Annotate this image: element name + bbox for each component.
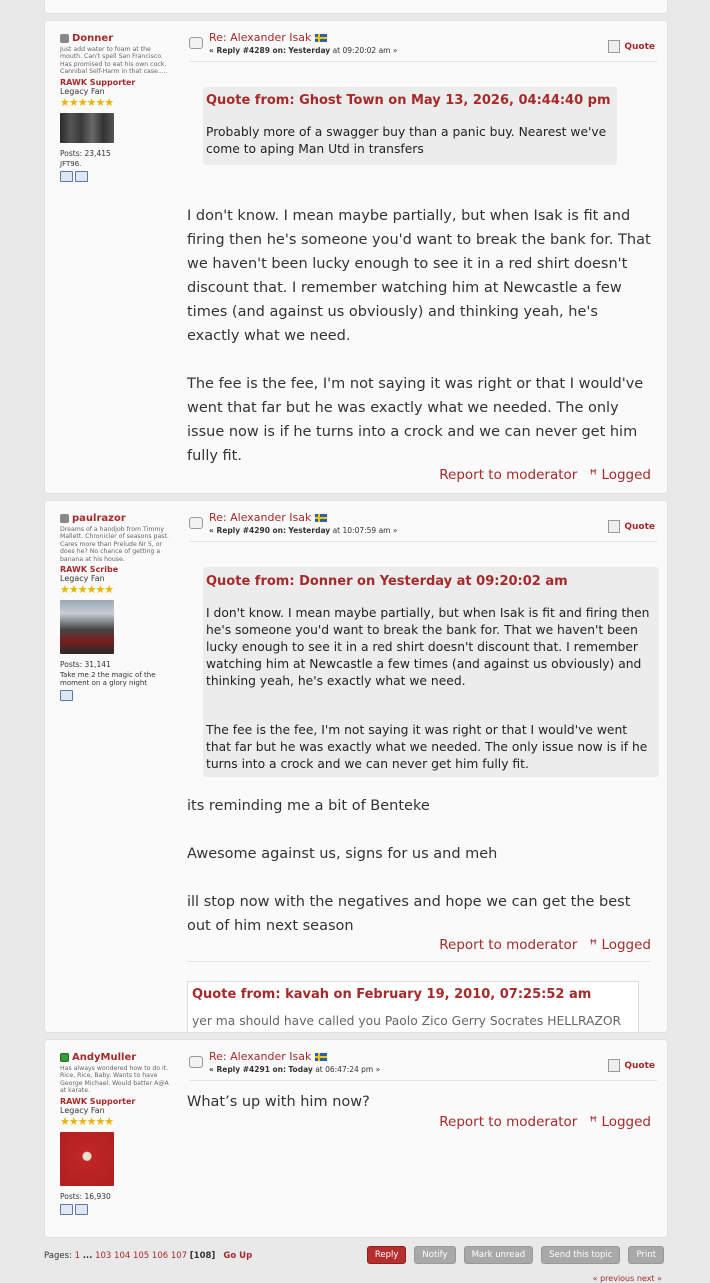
author-panel — [60, 1052, 172, 1215]
post-header — [189, 31, 657, 62]
post-paragraph: ill stop now with the negatives and hope we can get the best out of him next season — [187, 894, 631, 934]
page-link[interactable]: 106 — [151, 1251, 169, 1261]
profile-icon[interactable] — [60, 1204, 73, 1215]
author-name[interactable]: AndyMuller — [72, 1052, 137, 1063]
quote-icon — [608, 520, 620, 533]
page-link[interactable]: 103 — [95, 1251, 112, 1261]
reply-time: at 09:20:02 am » — [332, 46, 398, 55]
author-panel — [60, 513, 172, 701]
offline-status-icon — [60, 34, 69, 43]
quote-header[interactable]: Quote from: Donner on Yesterday at 09:20:02 am — [206, 574, 568, 589]
author-panel — [60, 33, 172, 182]
post-icon — [189, 37, 203, 49]
rank-stars-icon: ★★★★★★ — [60, 95, 114, 109]
post-footer — [439, 937, 651, 953]
post-4290 — [44, 500, 668, 1033]
post-footer — [439, 467, 651, 483]
quote-text: Probably more of a swagger buy than a panic buy. Nearest we've come to aping Man Utd in transfers — [206, 125, 607, 156]
quote-button[interactable]: Quote — [608, 1059, 655, 1072]
post-icon — [189, 1056, 203, 1068]
report-to-moderator-link[interactable]: Report to moderator — [439, 937, 578, 953]
reply-time: at 06:47:24 pm » — [315, 1065, 381, 1074]
page-link[interactable]: 105 — [132, 1251, 150, 1261]
quote-button[interactable]: Quote — [608, 520, 655, 533]
author-blurb: Has always wondered how to do it. Rice, Rice, Baby. Wants to have George Michael. Would batter A@A at karate. — [60, 1065, 169, 1095]
author-blurb: Dreams of a handjob from Timmy Mallett. Chronicler of seasons past. Cares more than Prelude Nr 5, or does he? No chance of getting a banana at his house. — [60, 526, 169, 563]
author-blurb: Just add water to foam at the mouth. Can't spell San Francisco. Has promised to eat his own cock. Cannibal Self-Harm in that case..... — [60, 46, 168, 76]
post-subject[interactable]: Re: Alexander Isak — [209, 1050, 312, 1063]
pagination: Pages: 1 ... 103 104 105 106 107 [108] Go Up — [44, 1251, 253, 1261]
logged-icon: ꟸ — [589, 467, 598, 483]
reply-time: at 10:07:59 am » — [332, 526, 398, 535]
quote-icon — [608, 40, 620, 53]
online-status-icon — [60, 1053, 69, 1062]
print-button[interactable]: Print — [628, 1246, 664, 1264]
email-icon[interactable] — [75, 171, 88, 182]
logged-label: Logged — [601, 937, 651, 953]
avatar[interactable] — [60, 1132, 114, 1186]
author-signature: JFT96. — [60, 159, 82, 168]
reply-day: Yesterday — [288, 46, 331, 55]
post-paragraph: What’s up with him now? — [187, 1094, 370, 1110]
post-footer — [439, 1114, 651, 1130]
report-to-moderator-link[interactable]: Report to moderator — [439, 467, 578, 483]
post-4289 — [44, 20, 668, 494]
post-header — [189, 511, 657, 542]
post-header — [189, 1050, 657, 1081]
quote-button[interactable]: Quote — [608, 40, 655, 53]
signature-quote-header[interactable]: Quote from: kavah on February 19, 2010, 07:25:52 am — [192, 987, 592, 1002]
post-count: Posts: 16,930 — [60, 1191, 111, 1201]
author-name[interactable]: paulrazor — [72, 513, 126, 524]
author-name[interactable]: Donner — [72, 33, 114, 44]
post-subject[interactable]: Re: Alexander Isak — [209, 511, 312, 524]
post-4291 — [44, 1039, 668, 1238]
signature-quote — [187, 981, 639, 1033]
reply-button[interactable]: Reply — [367, 1246, 407, 1264]
current-page: [108] — [189, 1251, 216, 1261]
post-subject[interactable]: Re: Alexander Isak — [209, 31, 312, 44]
sweden-flag-icon — [315, 1053, 327, 1061]
rank-stars-icon: ★★★★★★ — [60, 1114, 114, 1128]
logged-icon: ꟸ — [589, 937, 598, 953]
quote-icon — [608, 1059, 620, 1072]
previous-next-links[interactable]: « previous next » — [592, 1274, 662, 1283]
post-paragraph: I don't know. I mean maybe partially, but when Isak is fit and firing then he's someone you'd want to break the bank for. That we haven't been lucky enough to see it in a red shirt doesn't discount that. I remember watching him at Newcastle a few times (and against us obviously) and thinking yeah, he's exactly what we need. — [187, 208, 651, 344]
quote-block — [203, 87, 617, 165]
post-paragraph: Awesome against us, signs for us and meh — [187, 846, 498, 862]
avatar[interactable] — [60, 113, 114, 143]
reply-number: « Reply #4289 on: — [209, 46, 287, 55]
author-group: Legacy Fan — [60, 86, 105, 96]
author-group: Legacy Fan — [60, 1105, 105, 1115]
quote-header[interactable]: Quote from: Ghost Town on May 13, 2026, 04:44:40 pm — [206, 93, 611, 108]
signature-separator — [187, 961, 651, 962]
author-rank: RAWK Supporter — [60, 1096, 136, 1106]
post-paragraph: its reminding me a bit of Benteke — [187, 798, 430, 814]
author-signature: Take me 2 the magic of the moment on a glory night — [60, 671, 156, 688]
post-paragraph: The fee is the fee, I'm not saying it was right or that I would've went that far but he was exactly what we needed. The only issue now is if he turns into a crock and we can never get him fully fit. — [187, 376, 644, 464]
reply-day: Today — [288, 1065, 313, 1074]
profile-icon[interactable] — [60, 171, 73, 182]
topic-buttons — [367, 1246, 664, 1264]
report-to-moderator-link[interactable]: Report to moderator — [439, 1114, 578, 1130]
page-link[interactable]: 107 — [170, 1251, 188, 1261]
author-rank: RAWK Scribe — [60, 565, 119, 575]
logged-label: Logged — [601, 467, 651, 483]
previous-post-stub — [44, 0, 668, 14]
quote-block — [203, 567, 659, 777]
bottom-bar — [44, 1246, 666, 1266]
send-topic-button[interactable]: Send this topic — [541, 1246, 620, 1264]
author-group: Legacy Fan — [60, 574, 105, 584]
notify-button[interactable]: Notify — [414, 1246, 455, 1264]
page-link[interactable]: 104 — [114, 1251, 131, 1261]
go-up-link[interactable]: Go Up — [223, 1251, 253, 1261]
mark-unread-button[interactable]: Mark unread — [464, 1246, 534, 1264]
sweden-flag-icon — [315, 514, 327, 522]
reply-number: « Reply #4291 on: — [209, 1065, 287, 1074]
email-icon[interactable] — [75, 1204, 88, 1215]
signature-quote-text: yer ma should have called you Paolo Zico Gerry Socrates HELLRAZOR — [192, 1014, 622, 1028]
logged-label: Logged — [601, 1114, 651, 1130]
post-count: Posts: 23,415 — [60, 148, 111, 158]
profile-icon[interactable] — [60, 690, 73, 701]
quote-text: The fee is the fee, I'm not saying it was right or that I would've went that far but he was exactly what we needed. The only issue now is if he turns into a crock and we can never get him fully fit. — [206, 723, 648, 771]
sweden-flag-icon — [315, 34, 327, 42]
post-icon — [189, 517, 203, 529]
reply-day: Yesterday — [288, 526, 331, 535]
logged-icon: ꟸ — [589, 1114, 598, 1130]
offline-status-icon — [60, 514, 69, 523]
rank-stars-icon: ★★★★★★ — [60, 583, 114, 597]
post-count: Posts: 31,141 — [60, 660, 111, 670]
author-rank: RAWK Supporter — [60, 77, 136, 87]
reply-number: « Reply #4290 on: — [209, 526, 287, 535]
page-link[interactable]: 1 — [74, 1251, 80, 1261]
quote-text: I don't know. I mean maybe partially, but when Isak is fit and firing then he's someone you'd want to break the bank for. That we haven't been lucky enough to see it in a red shirt doesn't discount that. I remember watching him at Newcastle a few times (and against us obviously) and thinking yeah, he's exactly what we need. — [206, 606, 650, 688]
post-body — [187, 204, 651, 492]
avatar[interactable] — [60, 600, 114, 654]
